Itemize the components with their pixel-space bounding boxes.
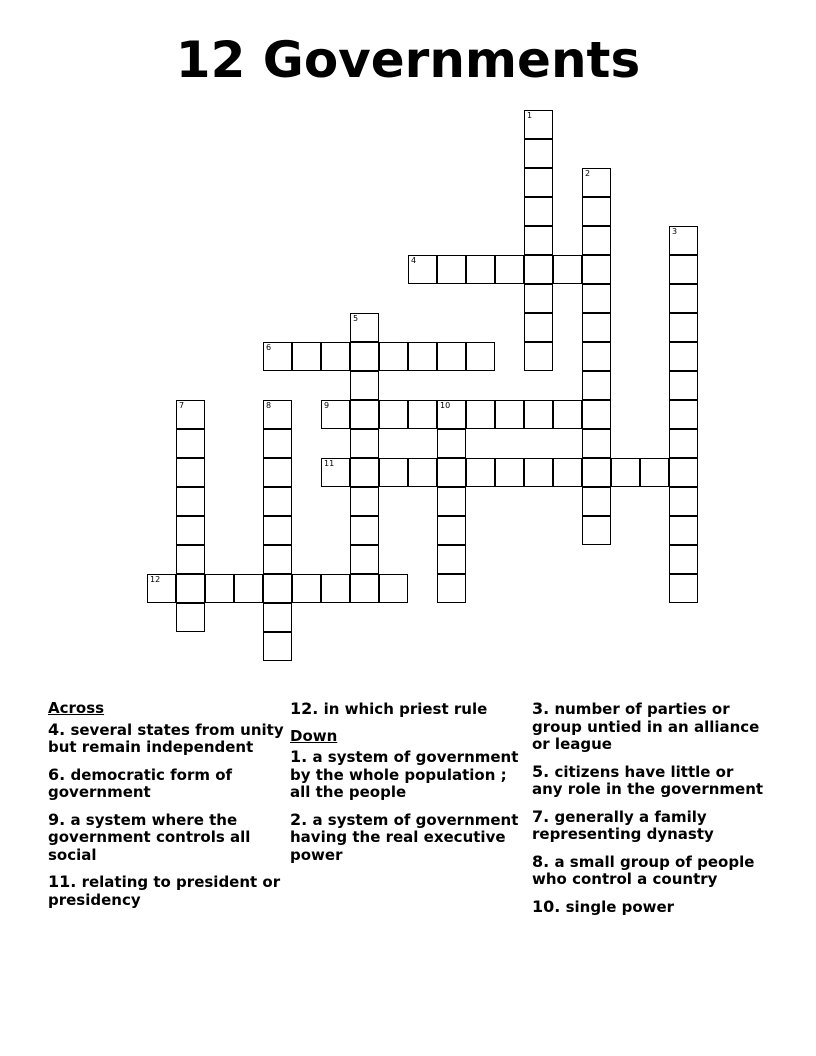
grid-cell[interactable] <box>263 516 292 545</box>
grid-cell[interactable] <box>321 458 350 487</box>
grid-cell[interactable] <box>263 342 292 371</box>
grid-cell[interactable] <box>669 545 698 574</box>
clues-column-2 <box>290 700 526 873</box>
grid-cell[interactable] <box>669 429 698 458</box>
grid-cell[interactable] <box>466 400 495 429</box>
grid-cell[interactable] <box>321 574 350 603</box>
clue-across-9: 9. a system where the government controls all social <box>48 809 251 864</box>
clue-down-5: 5. citizens have little or any role in the government <box>532 761 764 798</box>
cell-number: 9 <box>324 401 330 410</box>
grid-cell[interactable] <box>582 371 611 400</box>
grid-cell[interactable] <box>524 313 553 342</box>
cell-number: 4 <box>411 256 417 265</box>
cell-number: 12 <box>150 575 161 584</box>
clue-down-1: 1. a system of government by the whole population ; all the people <box>290 747 519 801</box>
grid-cell[interactable] <box>350 487 379 516</box>
grid-cell[interactable] <box>466 255 495 284</box>
grid-cell[interactable] <box>553 458 582 487</box>
grid-cell[interactable] <box>669 487 698 516</box>
grid-cell[interactable] <box>437 255 466 284</box>
grid-cell[interactable] <box>669 226 698 255</box>
grid-cell[interactable] <box>437 458 466 487</box>
grid-cell[interactable] <box>321 342 350 371</box>
grid-cell[interactable] <box>176 400 205 429</box>
cell-number: 10 <box>440 401 451 410</box>
grid-cell[interactable] <box>176 574 205 603</box>
cell-number: 2 <box>585 169 591 178</box>
grid-cell[interactable] <box>350 371 379 400</box>
grid-cell[interactable] <box>321 400 350 429</box>
grid-cell[interactable] <box>147 574 176 603</box>
clue-down-8: 8. a small group of people who control a country <box>532 851 755 888</box>
clue-down-10: 10. single power <box>532 896 675 916</box>
grid-cell[interactable] <box>408 255 437 284</box>
grid-cell[interactable] <box>669 371 698 400</box>
grid-cell[interactable] <box>437 342 466 371</box>
grid-cell[interactable] <box>437 574 466 603</box>
grid-cell[interactable] <box>524 342 553 371</box>
clues-column-1 <box>48 700 284 918</box>
cell-number: 7 <box>179 401 185 410</box>
cell-number: 8 <box>266 401 272 410</box>
grid-cell[interactable] <box>408 342 437 371</box>
grid-cell[interactable] <box>524 110 553 139</box>
grid-cell[interactable] <box>582 226 611 255</box>
grid-cell[interactable] <box>495 458 524 487</box>
grid-cell[interactable] <box>553 255 582 284</box>
grid-cell[interactable] <box>669 342 698 371</box>
grid-cell[interactable] <box>582 284 611 313</box>
grid-cell[interactable] <box>379 400 408 429</box>
grid-cell[interactable] <box>582 400 611 429</box>
grid-cell[interactable] <box>669 574 698 603</box>
clue-down-3: 3. number of parties or group untied in an alliance or league <box>532 699 760 753</box>
grid-cell[interactable] <box>350 429 379 458</box>
clue-across-6: 6. democratic form of government <box>48 764 233 801</box>
grid-cell[interactable] <box>669 284 698 313</box>
grid-cell[interactable] <box>524 284 553 313</box>
grid-cell[interactable] <box>466 342 495 371</box>
cell-number: 11 <box>324 459 335 468</box>
grid-cell[interactable] <box>263 458 292 487</box>
grid-cell[interactable] <box>495 400 524 429</box>
grid-cell[interactable] <box>669 458 698 487</box>
grid-cell[interactable] <box>350 458 379 487</box>
grid-cell[interactable] <box>350 400 379 429</box>
grid-cell[interactable] <box>524 168 553 197</box>
cell-number: 5 <box>353 314 359 323</box>
clue-across-12: 12. in which priest rule <box>290 699 488 718</box>
grid-cell[interactable] <box>640 458 669 487</box>
grid-cell[interactable] <box>582 487 611 516</box>
grid-cell[interactable] <box>292 342 321 371</box>
grid-cell[interactable] <box>669 400 698 429</box>
grid-cell[interactable] <box>350 516 379 545</box>
grid-cell[interactable] <box>524 400 553 429</box>
grid-cell[interactable] <box>611 458 640 487</box>
grid-cell[interactable] <box>379 342 408 371</box>
grid-cell[interactable] <box>582 255 611 284</box>
grid-cell[interactable] <box>524 458 553 487</box>
page-title: 12 Governments <box>175 31 641 89</box>
grid-cell[interactable] <box>350 342 379 371</box>
grid-cell[interactable] <box>408 458 437 487</box>
grid-cell[interactable] <box>582 342 611 371</box>
grid-cell[interactable] <box>582 313 611 342</box>
grid-cell[interactable] <box>263 574 292 603</box>
grid-cell[interactable] <box>437 487 466 516</box>
grid-cell[interactable] <box>669 516 698 545</box>
clue-across-11: 11. relating to president or presidency <box>48 872 281 909</box>
grid-cell[interactable] <box>292 574 321 603</box>
clue-down-7: 7. generally a family representing dynasty <box>532 806 714 843</box>
grid-cell[interactable] <box>437 400 466 429</box>
grid-cell[interactable] <box>582 458 611 487</box>
grid-cell[interactable] <box>553 400 582 429</box>
grid-cell[interactable] <box>263 545 292 574</box>
grid-cell[interactable] <box>582 168 611 197</box>
cell-number: 6 <box>266 343 272 352</box>
grid-cell[interactable] <box>176 603 205 632</box>
clue-down-2: 2. a system of government having the real executive power <box>290 809 519 864</box>
grid-cell[interactable] <box>582 197 611 226</box>
grid-cell[interactable] <box>176 516 205 545</box>
grid-cell[interactable] <box>379 458 408 487</box>
grid-cell[interactable] <box>669 313 698 342</box>
grid-cell[interactable] <box>263 400 292 429</box>
grid-cell[interactable] <box>669 255 698 284</box>
grid-cell[interactable] <box>263 632 292 661</box>
grid-cell[interactable] <box>176 429 205 458</box>
grid-cell[interactable] <box>495 255 524 284</box>
grid-cell[interactable] <box>582 429 611 458</box>
grid-cell[interactable] <box>350 545 379 574</box>
grid-cell[interactable] <box>437 516 466 545</box>
grid-cell[interactable] <box>379 574 408 603</box>
down-heading: Down <box>290 726 338 745</box>
grid-cell[interactable] <box>437 545 466 574</box>
grid-cell[interactable] <box>350 313 379 342</box>
grid-cell[interactable] <box>524 139 553 168</box>
grid-cell[interactable] <box>350 574 379 603</box>
grid-cell[interactable] <box>582 516 611 545</box>
grid-cell[interactable] <box>176 458 205 487</box>
grid-cell[interactable] <box>263 487 292 516</box>
grid-cell[interactable] <box>176 545 205 574</box>
grid-cell[interactable] <box>263 429 292 458</box>
clues-column-3 <box>532 700 768 925</box>
grid-cell[interactable] <box>524 255 553 284</box>
across-heading: Across <box>48 699 105 717</box>
grid-cell[interactable] <box>263 603 292 632</box>
cell-number: 1 <box>527 111 533 120</box>
grid-cell[interactable] <box>524 226 553 255</box>
grid-cell[interactable] <box>437 429 466 458</box>
grid-cell[interactable] <box>234 574 263 603</box>
cell-number: 3 <box>672 227 678 236</box>
clue-across-4: 4. several states from unity but remain independent <box>48 719 284 756</box>
grid-cell[interactable] <box>176 487 205 516</box>
grid-cell[interactable] <box>466 458 495 487</box>
grid-cell[interactable] <box>205 574 234 603</box>
grid-cell[interactable] <box>408 400 437 429</box>
grid-cell[interactable] <box>524 197 553 226</box>
